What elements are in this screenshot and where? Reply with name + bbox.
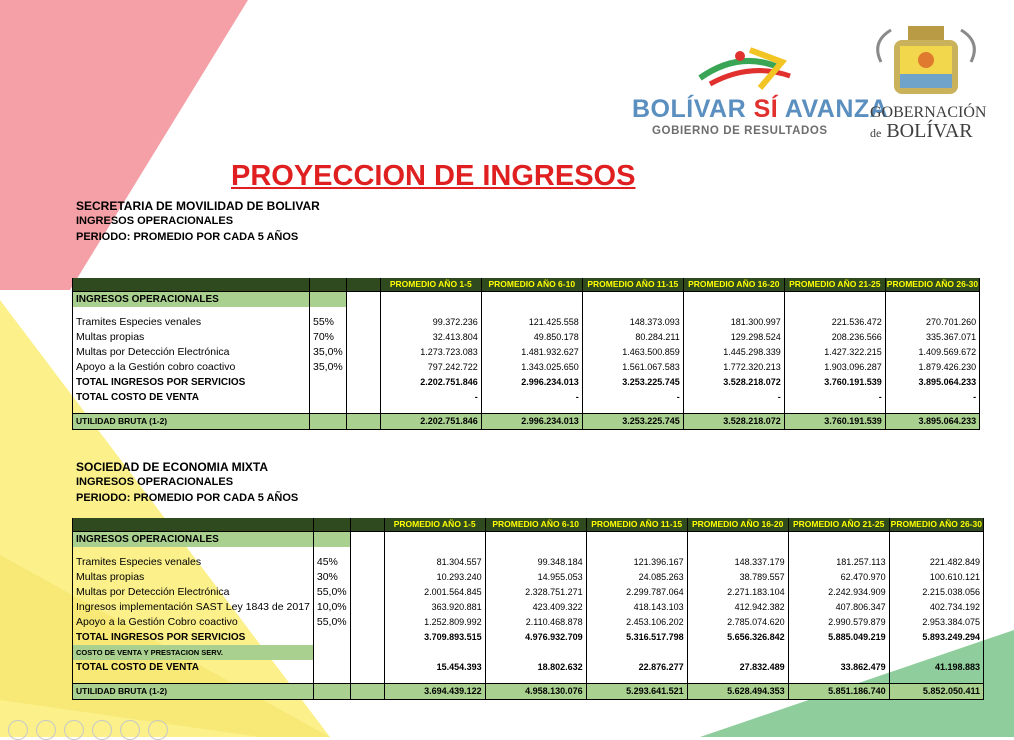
section2-org: SOCIEDAD DE ECONOMIA MIXTA	[76, 460, 269, 474]
row-label: Multas por Detección Electrónica	[73, 345, 310, 360]
col-header: PROMEDIO AÑO 1-5	[384, 518, 485, 532]
row-percent: 55%	[310, 315, 347, 330]
total-costo-row: TOTAL COSTO DE VENTA 15.454.393 18.802.632 22.876.277 27.832.489 33.862.479 41.198.883	[73, 660, 984, 675]
col-header: PROMEDIO AÑO 21-25	[784, 278, 885, 292]
col-header: PROMEDIO AÑO 11-15	[586, 518, 687, 532]
brand-tagline: GOBIERNO DE RESULTADOS	[652, 125, 828, 137]
row-value: 100.610.121	[889, 570, 983, 585]
row-value: 2.453.106.202	[586, 615, 687, 630]
slides-grid-icon[interactable]	[92, 720, 112, 740]
section1-period: PERIODO: PROMEDIO POR CADA 5 AÑOS	[76, 231, 299, 243]
row-value: 797.242.722	[380, 360, 481, 375]
row-value: 270.701.260	[885, 315, 979, 330]
section-label: INGRESOS OPERACIONALES	[73, 292, 310, 308]
row-value: 81.304.557	[384, 555, 485, 570]
row-value: 1.445.298.339	[683, 345, 784, 360]
gobernacion-logo	[866, 22, 986, 142]
total-ingresos-row: TOTAL INGRESOS POR SERVICIOS 3.709.893.515 4.976.932.709 5.316.517.798 5.656.326.842 5.885.049.219 5.893.249.294	[73, 630, 984, 645]
row-value: 181.257.113	[788, 555, 889, 570]
row-percent: 55,0%	[313, 615, 350, 630]
section1-org: SECRETARIA DE MOVILIDAD DE BOLIVAR	[76, 199, 320, 213]
row-percent: 70%	[310, 330, 347, 345]
row-percent: 35,0%	[310, 345, 347, 360]
page-title: PROYECCION DE INGRESOS	[231, 160, 636, 192]
row-percent: 10,0%	[313, 600, 350, 615]
total-costo-row: TOTAL COSTO DE VENTA - - - - - -	[73, 390, 980, 405]
row-value: 2.785.074.620	[687, 615, 788, 630]
table-row	[73, 555, 984, 570]
prev-slide-icon[interactable]	[8, 720, 28, 740]
zoom-icon[interactable]	[120, 720, 140, 740]
row-value: 221.482.849	[889, 555, 983, 570]
row-value: 208.236.566	[784, 330, 885, 345]
row-label: Multas por Detección Electrónica	[73, 585, 314, 600]
row-value: 80.284.211	[582, 330, 683, 345]
bolivar-si-avanza-logo	[630, 40, 889, 140]
row-value: 1.561.067.583	[582, 360, 683, 375]
col-header: PROMEDIO AÑO 1-5	[380, 278, 481, 292]
row-label: Ingresos implementación SAST Ley 1843 de 2017	[73, 600, 314, 615]
col-header: PROMEDIO AÑO 16-20	[683, 278, 784, 292]
section2-sub: INGRESOS OPERACIONALES	[76, 476, 234, 488]
row-label: Multas propias	[73, 330, 310, 345]
row-value: 2.299.787.064	[586, 585, 687, 600]
row-value: 418.143.103	[586, 600, 687, 615]
section1-sub: INGRESOS OPERACIONALES	[76, 215, 234, 227]
row-value: 2.242.934.909	[788, 585, 889, 600]
col-header: PROMEDIO AÑO 11-15	[582, 278, 683, 292]
row-value: 148.373.093	[582, 315, 683, 330]
col-header: PROMEDIO AÑO 21-25	[788, 518, 889, 532]
row-value: 1.427.322.215	[784, 345, 885, 360]
row-value: 129.298.524	[683, 330, 784, 345]
row-label: Tramites Especies venales	[73, 555, 314, 570]
table-row	[73, 330, 980, 345]
table-row	[73, 615, 984, 630]
col-header: PROMEDIO AÑO 6-10	[485, 518, 586, 532]
row-percent: 55,0%	[313, 585, 350, 600]
row-value: 121.425.558	[481, 315, 582, 330]
row-value: 2.110.468.878	[485, 615, 586, 630]
slideshow-toolbar	[0, 716, 200, 737]
section-label-row	[73, 532, 984, 548]
table-row	[73, 360, 980, 375]
row-value: 221.536.472	[784, 315, 885, 330]
row-value: 1.252.809.992	[384, 615, 485, 630]
row-value: 121.396.167	[586, 555, 687, 570]
table-row	[73, 600, 984, 615]
section2-period: PERIODO: PROMEDIO POR CADA 5 AÑOS	[76, 492, 299, 504]
row-value: 14.955.053	[485, 570, 586, 585]
row-percent: 30%	[313, 570, 350, 585]
row-value: 402.734.192	[889, 600, 983, 615]
coat-of-arms-icon	[866, 22, 986, 102]
table-header-row	[73, 278, 980, 292]
row-value: 1.481.932.627	[481, 345, 582, 360]
row-value: 2.001.564.845	[384, 585, 485, 600]
income-table-secretaria	[72, 278, 980, 430]
row-value: 49.850.178	[481, 330, 582, 345]
col-header: PROMEDIO AÑO 26-30	[885, 278, 979, 292]
row-value: 32.413.804	[380, 330, 481, 345]
row-value: 99.372.236	[380, 315, 481, 330]
row-percent: 45%	[313, 555, 350, 570]
row-label: Tramites Especies venales	[73, 315, 310, 330]
row-value: 1.903.096.287	[784, 360, 885, 375]
row-value: 1.409.569.672	[885, 345, 979, 360]
section-label-row	[73, 292, 980, 308]
utilidad-bruta-row: UTILIDAD BRUTA (1-2) 2.202.751.846 2.996.234.013 3.253.225.745 3.528.218.072 3.760.191.539 3.895.064.233	[73, 414, 980, 430]
row-value: 2.328.751.271	[485, 585, 586, 600]
row-label: Apoyo a la Gestión cobro coactivo	[73, 360, 310, 375]
row-value: 1.772.320.213	[683, 360, 784, 375]
row-value: 423.409.322	[485, 600, 586, 615]
section-label: INGRESOS OPERACIONALES	[73, 532, 314, 548]
row-value: 1.879.426.230	[885, 360, 979, 375]
col-header: PROMEDIO AÑO 6-10	[481, 278, 582, 292]
gob-line2: de BOLÍVAR	[870, 120, 973, 142]
table-row	[73, 570, 984, 585]
row-value: 181.300.997	[683, 315, 784, 330]
gob-line1: GOBERNACIÓN	[870, 104, 987, 121]
utilidad-bruta-row: UTILIDAD BRUTA (1-2) 3.694.439.122 4.958.130.076 5.293.641.521 5.628.494.353 5.851.186.740 5.852.050.411	[73, 684, 984, 700]
total-ingresos-row: TOTAL INGRESOS POR SERVICIOS 2.202.751.846 2.996.234.013 3.253.225.745 3.528.218.072 3.760.191.539 3.895.064.233	[73, 375, 980, 390]
row-label: Multas propias	[73, 570, 314, 585]
row-value: 1.343.025.650	[481, 360, 582, 375]
row-value: 407.806.347	[788, 600, 889, 615]
costo-label-row: COSTO DE VENTA Y PRESTACION SERV.	[73, 645, 984, 660]
table-header-row	[73, 518, 984, 532]
col-header: PROMEDIO AÑO 26-30	[889, 518, 983, 532]
pink-triangle-shape	[0, 0, 248, 290]
table-row	[73, 585, 984, 600]
col-header: PROMEDIO AÑO 16-20	[687, 518, 788, 532]
row-value: 2.990.579.879	[788, 615, 889, 630]
row-label: Apoyo a la Gestión Cobro coactivo	[73, 615, 314, 630]
income-table-sociedad	[72, 518, 984, 700]
row-value: 1.273.723.083	[380, 345, 481, 360]
row-value: 62.470.970	[788, 570, 889, 585]
row-value: 38.789.557	[687, 570, 788, 585]
row-value: 2.953.384.075	[889, 615, 983, 630]
row-value: 2.271.183.104	[687, 585, 788, 600]
more-options-icon[interactable]	[148, 720, 168, 740]
row-value: 24.085.263	[586, 570, 687, 585]
row-value: 2.215.038.056	[889, 585, 983, 600]
row-value: 148.337.179	[687, 555, 788, 570]
row-value: 335.367.071	[885, 330, 979, 345]
row-value: 99.348.184	[485, 555, 586, 570]
table-row	[73, 315, 980, 330]
row-value: 1.463.500.859	[582, 345, 683, 360]
brand-name: BOLÍVAR SÍ AVANZA	[632, 95, 889, 123]
next-slide-icon[interactable]	[36, 720, 56, 740]
row-value: 363.920.881	[384, 600, 485, 615]
row-value: 10.293.240	[384, 570, 485, 585]
pen-icon[interactable]	[64, 720, 84, 740]
row-percent: 35,0%	[310, 360, 347, 375]
row-value: 412.942.382	[687, 600, 788, 615]
bolivar-swoosh-icon	[630, 40, 850, 100]
table-row	[73, 345, 980, 360]
